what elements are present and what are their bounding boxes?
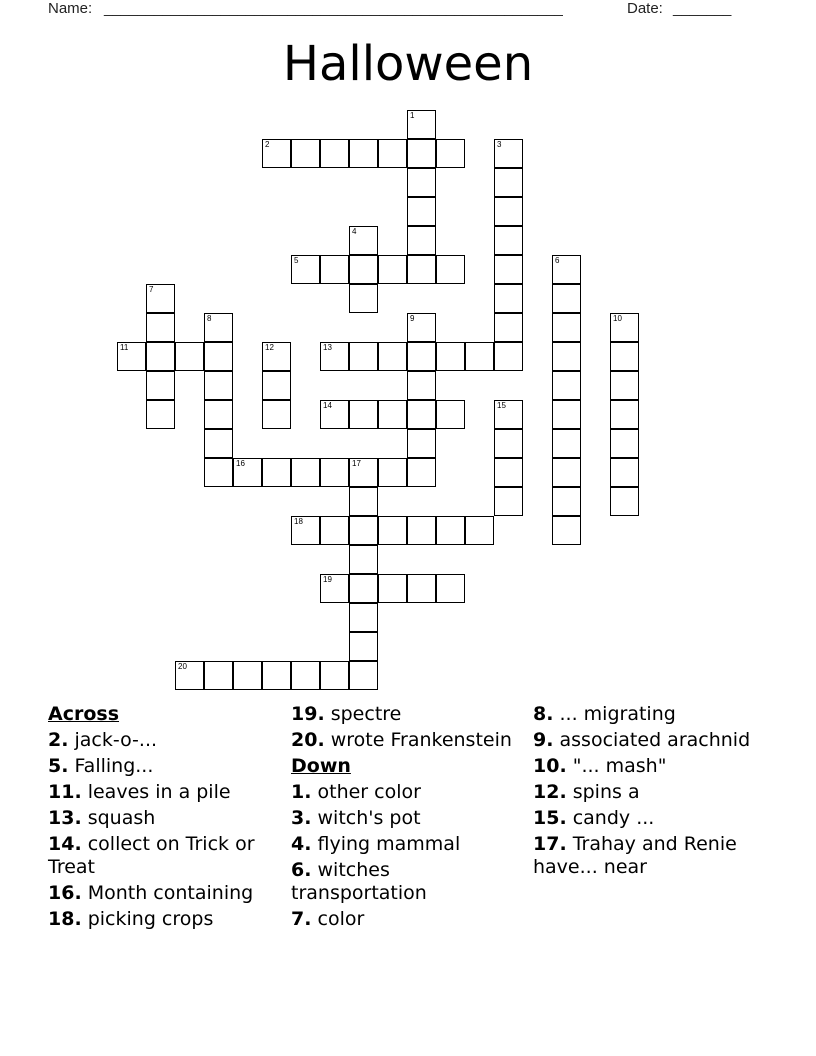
crossword-cell[interactable] <box>436 400 465 429</box>
crossword-cell[interactable] <box>610 342 639 371</box>
crossword-cell[interactable] <box>117 342 146 371</box>
crossword-cell[interactable] <box>436 139 465 168</box>
crossword-cell[interactable] <box>436 255 465 284</box>
crossword-cell[interactable] <box>407 139 436 168</box>
clue-column-3 <box>533 703 768 882</box>
clue-across-14: 14. collect on Trick or Treat <box>48 833 255 878</box>
cell-number: 11 <box>120 343 129 352</box>
crossword-cell[interactable] <box>494 197 523 226</box>
crossword-cell[interactable] <box>378 139 407 168</box>
crossword-cell[interactable] <box>407 429 436 458</box>
crossword-cell[interactable] <box>204 661 233 690</box>
crossword-cell[interactable] <box>320 661 349 690</box>
clue-down-4: 4. flying mammal <box>291 833 461 855</box>
crossword-cell[interactable] <box>494 284 523 313</box>
date-input-line[interactable]: _______ <box>673 0 732 17</box>
crossword-cell[interactable] <box>552 458 581 487</box>
crossword-cell[interactable] <box>552 313 581 342</box>
crossword-cell[interactable] <box>204 429 233 458</box>
clue-across-5: 5. Falling... <box>48 755 154 777</box>
cell-number: 9 <box>410 314 415 323</box>
crossword-cell[interactable] <box>610 458 639 487</box>
cell-number: 18 <box>294 517 303 526</box>
crossword-cell[interactable] <box>378 458 407 487</box>
crossword-cell[interactable] <box>494 139 523 168</box>
crossword-cell[interactable] <box>552 400 581 429</box>
cell-number: 12 <box>265 343 274 352</box>
crossword-cell[interactable] <box>320 516 349 545</box>
crossword-cell[interactable] <box>610 487 639 516</box>
crossword-cell[interactable] <box>407 197 436 226</box>
crossword-cell[interactable] <box>349 284 378 313</box>
crossword-cell[interactable] <box>494 255 523 284</box>
crossword-cell[interactable] <box>204 458 233 487</box>
crossword-cell[interactable] <box>494 168 523 197</box>
crossword-cell[interactable] <box>552 516 581 545</box>
crossword-cell[interactable] <box>407 342 436 371</box>
crossword-cell[interactable] <box>262 342 291 371</box>
crossword-cell[interactable] <box>610 400 639 429</box>
cell-number: 14 <box>323 401 332 410</box>
crossword-cell[interactable] <box>407 458 436 487</box>
crossword-cell[interactable] <box>610 313 639 342</box>
crossword-cell[interactable] <box>465 516 494 545</box>
cell-number: 17 <box>352 459 361 468</box>
crossword-cell[interactable] <box>320 574 349 603</box>
crossword-cell[interactable] <box>378 400 407 429</box>
cell-number: 1 <box>410 111 415 120</box>
crossword-cell[interactable] <box>378 574 407 603</box>
crossword-cell[interactable] <box>349 545 378 574</box>
cell-number: 4 <box>352 227 357 236</box>
clue-across-18: 18. picking crops <box>48 908 214 930</box>
clue-column-2 <box>291 703 526 934</box>
clue-across-11: 11. leaves in a pile <box>48 781 231 803</box>
crossword-cell[interactable] <box>407 516 436 545</box>
crossword-cell[interactable] <box>146 313 175 342</box>
cell-number: 6 <box>555 256 560 265</box>
crossword-cell[interactable] <box>349 487 378 516</box>
crossword-cell[interactable] <box>349 574 378 603</box>
crossword-cell[interactable] <box>175 661 204 690</box>
cell-number: 3 <box>497 140 502 149</box>
crossword-cell[interactable] <box>291 516 320 545</box>
cell-number: 13 <box>323 343 332 352</box>
crossword-cell[interactable] <box>407 110 436 139</box>
crossword-cell[interactable] <box>146 284 175 313</box>
clue-down-1: 1. other color <box>291 781 421 803</box>
crossword-cell[interactable] <box>349 603 378 632</box>
crossword-cell[interactable] <box>494 458 523 487</box>
crossword-cell[interactable] <box>233 661 262 690</box>
cell-number: 19 <box>323 575 332 584</box>
crossword-cell[interactable] <box>407 574 436 603</box>
clue-across-2: 2. jack-o-... <box>48 729 158 751</box>
cell-number: 8 <box>207 314 212 323</box>
crossword-cell[interactable] <box>407 371 436 400</box>
crossword-cell[interactable] <box>204 313 233 342</box>
crossword-cell[interactable] <box>494 429 523 458</box>
crossword-cell[interactable] <box>436 342 465 371</box>
clue-down-15: 15. candy ... <box>533 807 655 829</box>
clue-down-6: 6. witches transportation <box>291 859 427 904</box>
cell-number: 5 <box>294 256 299 265</box>
crossword-cell[interactable] <box>436 574 465 603</box>
clue-across-19: 19. spectre <box>291 703 402 725</box>
clue-across-20: 20. wrote Frankenstein <box>291 729 512 751</box>
crossword-cell[interactable] <box>349 458 378 487</box>
crossword-cell[interactable] <box>349 226 378 255</box>
crossword-cell[interactable] <box>610 429 639 458</box>
crossword-cell[interactable] <box>349 661 378 690</box>
crossword-cell[interactable] <box>465 342 494 371</box>
crossword-cell[interactable] <box>349 516 378 545</box>
crossword-cell[interactable] <box>494 342 523 371</box>
crossword-cell[interactable] <box>320 139 349 168</box>
crossword-cell[interactable] <box>320 400 349 429</box>
crossword-cell[interactable] <box>378 255 407 284</box>
clue-down-9: 9. associated arachnid <box>533 729 751 751</box>
crossword-cell[interactable] <box>494 313 523 342</box>
crossword-cell[interactable] <box>175 342 204 371</box>
crossword-cell[interactable] <box>291 139 320 168</box>
crossword-cell[interactable] <box>407 255 436 284</box>
crossword-cell[interactable] <box>349 632 378 661</box>
name-label: Name: <box>48 0 93 17</box>
crossword-cell[interactable] <box>407 400 436 429</box>
clue-across-16: 16. Month containing <box>48 882 254 904</box>
crossword-cell[interactable] <box>378 516 407 545</box>
clue-down-10: 10. "... mash" <box>533 755 667 777</box>
across-heading: Across <box>48 703 120 725</box>
clue-down-17: 17. Trahay and Renie have... near <box>533 833 737 878</box>
crossword-cell[interactable] <box>146 342 175 371</box>
crossword-cell[interactable] <box>407 226 436 255</box>
cell-number: 15 <box>497 401 506 410</box>
crossword-cell[interactable] <box>146 371 175 400</box>
crossword-cell[interactable] <box>552 487 581 516</box>
crossword-cell[interactable] <box>233 458 262 487</box>
crossword-cell[interactable] <box>262 661 291 690</box>
crossword-cell[interactable] <box>494 487 523 516</box>
crossword-cell[interactable] <box>204 400 233 429</box>
crossword-cell[interactable] <box>552 284 581 313</box>
name-input-line[interactable]: _______________________________________________________ <box>104 0 563 17</box>
crossword-cell[interactable] <box>349 342 378 371</box>
page-title: Halloween <box>282 36 534 92</box>
crossword-cell[interactable] <box>610 371 639 400</box>
crossword-cell[interactable] <box>291 458 320 487</box>
crossword-cell[interactable] <box>552 255 581 284</box>
crossword-cell[interactable] <box>262 139 291 168</box>
crossword-cell[interactable] <box>320 458 349 487</box>
crossword-cell[interactable] <box>494 400 523 429</box>
crossword-cell[interactable] <box>291 661 320 690</box>
crossword-cell[interactable] <box>407 313 436 342</box>
crossword-cell[interactable] <box>262 400 291 429</box>
cell-number: 2 <box>265 140 270 149</box>
crossword-cell[interactable] <box>320 342 349 371</box>
crossword-cell[interactable] <box>494 226 523 255</box>
crossword-cell[interactable] <box>349 255 378 284</box>
clue-across-13: 13. squash <box>48 807 156 829</box>
crossword-cell[interactable] <box>204 371 233 400</box>
cell-number: 7 <box>149 285 154 294</box>
crossword-cell[interactable] <box>146 400 175 429</box>
crossword-cell[interactable] <box>320 255 349 284</box>
crossword-cell[interactable] <box>436 516 465 545</box>
crossword-cell[interactable] <box>378 342 407 371</box>
crossword-cell[interactable] <box>204 342 233 371</box>
cell-number: 16 <box>236 459 245 468</box>
clue-down-12: 12. spins a <box>533 781 640 803</box>
crossword-cell[interactable] <box>262 371 291 400</box>
cell-number: 10 <box>613 314 622 323</box>
crossword-cell[interactable] <box>552 371 581 400</box>
crossword-cell[interactable] <box>552 342 581 371</box>
cell-number: 20 <box>178 662 187 671</box>
date-label: Date: <box>627 0 663 17</box>
down-heading: Down <box>291 755 351 777</box>
clue-down-3: 3. witch's pot <box>291 807 421 829</box>
crossword-cell[interactable] <box>552 429 581 458</box>
crossword-cell[interactable] <box>349 400 378 429</box>
crossword-cell[interactable] <box>262 458 291 487</box>
crossword-cell[interactable] <box>349 139 378 168</box>
crossword-cell[interactable] <box>407 168 436 197</box>
clue-down-8: 8. ... migrating <box>533 703 676 725</box>
clue-column-1 <box>48 703 283 934</box>
crossword-cell[interactable] <box>291 255 320 284</box>
clue-down-7: 7. color <box>291 908 365 930</box>
